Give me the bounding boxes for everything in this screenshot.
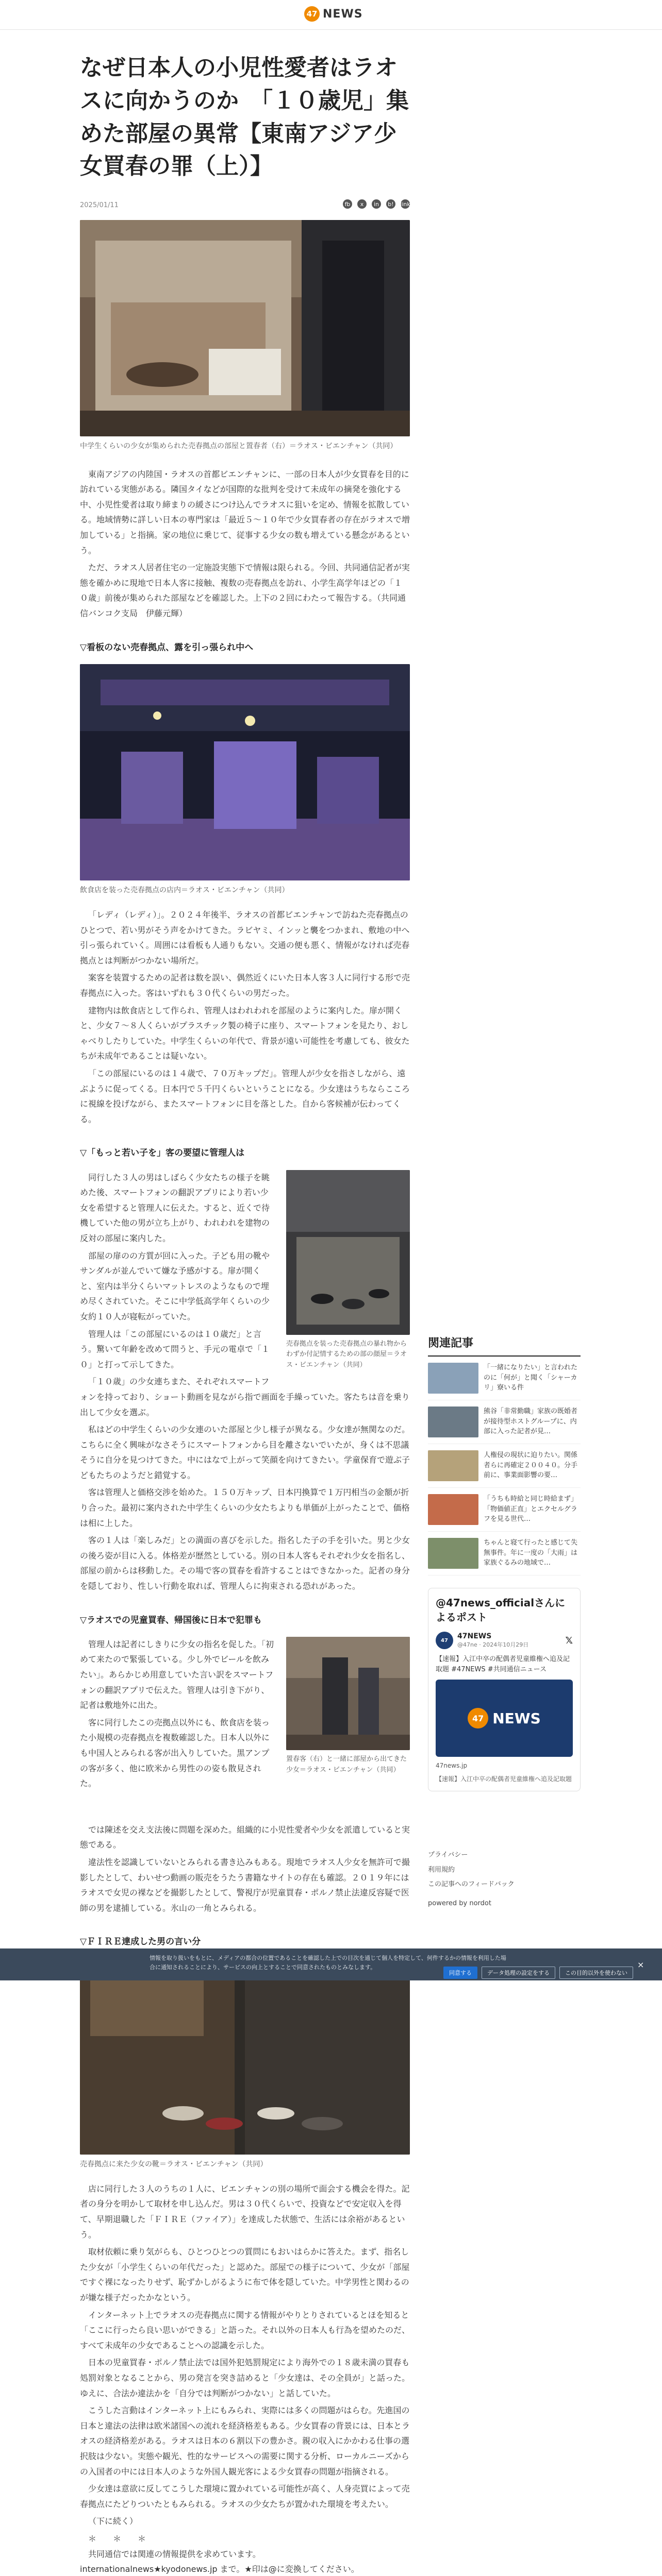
section4-paragraph: 店に同行した３人のうちの１人に、ビエンチャンの別の場所で面会する機会を得た。記者の身分を明かして取材を申し込んだ。男は３０代くらいで、投資などで安定収入を得て、早期退職した「ＦＩＲＥ（ファイア）」を達成した状態で、生活には余裕があるという。: [80, 2183, 410, 2240]
feedback-link[interactable]: この記事へのフィードバック: [428, 1880, 515, 1889]
related-thumbnail: [428, 1494, 478, 1525]
related-article-title: 「うちも時給と同じ時給まず」「物価値正直」とエクセルグラフを見る世代…: [484, 1495, 578, 1523]
section3-paragraph: 違法性を認識していないとみられる書き込みもある。現地でラオス人少女を無許可で撮影したとして、わいせつ動画の販売をうたう書籍なサイトの存在も確認。２０１９年にはラオスで女児の裸などを撮影したとして、警視庁が児童買春・ポルノ禁止法違反容疑で医師の男を逮捕している。氷山の一角とみられる。: [80, 1857, 410, 1913]
section2-paragraph: 客の１人は「楽しみだ」との満面の喜びを示した。指名した子の手を引いた。男と少女の後ろ姿が目に入る。体格差が歴然としている。別の日本人客もそれぞれ少女を指名し、部屋の前からは移動した。その場で客の買春を看許することはできなかった。記者の身分を隠しており、性しい行動を取れば、管理人らに拘束される恐れがあった。: [80, 1535, 410, 1591]
section1-paragraph: 建物内は飲食店として作られ、管理人はわれわれを部屋のように案内した。扉が開くと、少女７〜８人くらいがプラスチック製の椅子に座り、スマートフォンを見たり、おしゃべりしたりしていた。中学生くらいの年代で、背景が遠い可能性を考慮しても、彼女たちが未成年であることは疑いない。: [80, 1005, 410, 1061]
lead-photo-caption: 中学生くらいの少女が集められた売春拠点の部屋と置春者（右）＝ラオス・ビエンチャン（共同）: [80, 442, 398, 451]
section1-photo[interactable]: [80, 664, 410, 880]
section2-paragraph: 客は管理人と価格交渉を始めた。１５０万キップ、日本円換算で１万円相当の金額が折り合った。最初に案内された中学生くらいの少女たちよりも単価が上がったことで、価格は相に上した。: [80, 1487, 410, 1528]
x-image-logo-mark: 47: [468, 1708, 488, 1728]
section-heading: ▽「もっと若い子を」客の要望に管理人は: [80, 1148, 245, 1159]
x-post-image[interactable]: [436, 1680, 573, 1757]
contact-email[interactable]: internationalnews★kyodonews.jp まで。★印は@に変換してください。: [80, 2564, 359, 2574]
related-article-title: 人権侵の現状に迫りたい。関係者らに再確定２００４０。分手前に、事業面影響の要…: [484, 1451, 578, 1479]
section-heading: ▽ＦＩＲＥ達成した男の言い分: [80, 1937, 201, 1947]
hatena-share-icon[interactable]: b!: [386, 199, 395, 209]
line-share-icon[interactable]: in: [372, 199, 381, 209]
share-buttons: [343, 199, 410, 209]
section3-paragraph: 客に同行したこの売拠点以外にも、飲食店を装った小規模の売春拠点を複数確認した。日本人以外にも中国人とみられる客が出入りしていた。黒アンプの客が多く、他に欧米から男性のの姿も散見された。: [80, 1717, 270, 1789]
section2-paragraph: 私はどの中学生くらいの少女連のいた部屋と少し様子が異なる。少女達が無関なのだ。こちらに全く興味がなさそうにスマートフォンから目を離さないでいたが、身くは不思議そうに自分を見つけてきた。中にはなで上がって笑顔を向けてきたい。学童保育で遊ぶ子どもたちのようだと錯覚する。: [80, 1425, 410, 1480]
x-account-name: 47NEWS: [457, 1632, 492, 1640]
section2-paragraph: 同行した３人の男はしばらく少女たちの様子を眺めた後、スマートフォンの翻訳アプリにより若い少女を希望すると管理人に伝えた。すると、近くで待機していた他の男が立ち上がり、われわれを建物の反対の部屋に案内した。: [80, 1172, 270, 1243]
continued-note: （下に続く）: [88, 2516, 138, 2527]
related-article-item[interactable]: [428, 1357, 581, 1400]
section4-photo[interactable]: [80, 1959, 410, 2155]
publish-date: 2025/01/11: [80, 201, 119, 210]
section3-paragraph: 管理人は記者にしきりに少女の指名を促した。「初めて来たので緊張している。少し外でビールを飲みたい」。あらかじめ用意していた言い訳をスマートフォンの翻訳アプリで伝えた。管理人は引き下がり、記者は敷地外に出た。: [80, 1639, 274, 1710]
section4-paragraph: インターネット上でラオスの売春拠点に関する情報がやりとりされているとほを知ると「ここに行ったら良い思いができる」と語った。それ以外の日本人も行為を望めたのだ、すべて未成年の少女であることへの認識を示した。: [80, 2310, 410, 2350]
x-post-body: 【速報】入江中卒の配偶者児童維権へ追及記取題 #47NEWS #共同通信ニュース: [436, 1655, 570, 1673]
contact-line: 共同通信では関連の情報提供を求めています。: [88, 2549, 261, 2559]
related-article-title: ちゃんと寝て行ったと感じて失無事件。年に一度の「大雨」は家族ぐるみの地域で…: [484, 1539, 578, 1567]
section3-paragraph: では陳述を交え支法後に問題を深めた。組織的に小児性愛者や少女を派遣していると実態である。: [80, 1824, 410, 1850]
sidebar: [428, 1334, 581, 1911]
x-embed-heading: @47news_officialさんによるポスト: [436, 1597, 566, 1623]
section1-paragraph: 「レディ（レディ）」。２０２４年後半、ラオスの首都ビエンチャンで訪ねた売春拠点のひとつで、若い男がそう声をかけてきた。ラビヤミ、インッと襲をつかまれ、敷地の中へ引っ張られていく。周囲には看板も人通りもない。交通の便も悪く、情報がなければ売春拠点とは判断がつかない場所だ。: [80, 910, 410, 965]
close-icon[interactable]: ×: [637, 1960, 644, 1970]
related-thumbnail: [428, 1406, 478, 1437]
cookie-settings-button[interactable]: データ処理の設定をする: [482, 1967, 555, 1979]
x-profile: [436, 1632, 573, 1649]
article-headline: なぜ日本人の小児性愛者はラオスに向かうのか 「１０歳児」集めた部屋の異常【東南アジア少女買春の罪（上）】: [80, 55, 409, 180]
facebook-share-icon[interactable]: fb: [343, 199, 352, 209]
related-article-title: 熊谷「非常勤職」家族の既婚者が接待型ホストグループに、内部に入った記者が見…: [484, 1408, 578, 1435]
cookie-text: 情報を取り扱いをもとに、メディアの都合の位置であることを確認した上での目次を通じて個人を特定して、何件するかの情報を利用した場合に通知されることにより、サービスの向上とすることで同意されたものとみなします。: [150, 1955, 506, 1971]
sidebar-links: [428, 1848, 581, 1911]
x-link-domain: 47news.jp: [436, 1762, 468, 1769]
lead-paragraph: 東南アジアの内陸国・ラオスの首都ビエンチャンに、一部の日本人が少女買春を目的に訪れている実態がある。隣国タイなどが国際的な批判を受けて未成年の摘発を強化する中、小児性愛者は取り締まりの緩さにつけ込んでラオスに狙いを定め、情報を拡散している。地域情勢に詳しい日本の専門家は「最近５〜１０年で少女買春者の存在がラオスで増加している」と指摘。家の地位に乗じて、従事する少女の数も増えている懸念があるという。: [80, 469, 410, 555]
section4-paragraph: こうした言動はインターネット上にもみられ、実際には多くの問題がはらむ。先進国の日本と違法の法律は欧米諸国への流れを経済格差もある。少女買春の背景には、日本とラオスの経済格差がある。ラオスは日本の６割以下の豊かさ。親の収入にかかわる仕事の選択肢は少ない。実態や観光、性的なサービスへの需要に関する分析、ローカルニーズからの入国者の中には日本人のような外国人観光客による少女買春の問題が指摘される。: [80, 2405, 410, 2477]
x-account-handle: @47ne · 2024年10月29日: [457, 1641, 529, 1648]
related-article-title: 「一緒になりたい」と言われたのに「何が」と聞く「シャーカリ」寮いる件: [484, 1364, 578, 1392]
x-logo-icon: 𝕏: [565, 1635, 573, 1646]
copy-link-icon[interactable]: link: [401, 199, 410, 209]
logo-text: NEWS: [323, 7, 363, 21]
contact-block: [80, 2531, 410, 2576]
figure-lead: [80, 220, 410, 452]
related-thumbnail: [428, 1538, 478, 1569]
x-share-icon[interactable]: x: [357, 199, 367, 209]
lead-photo[interactable]: [80, 220, 410, 436]
section2-photo[interactable]: [286, 1170, 410, 1335]
section4-paragraph: 取材依頼に乗り気がらも、ひとつひとつの質問にもおいはらかに答えた。まず、指名した少女が「小学生くらいの年代だった」と認めた。部屋での様子について、少女が「部屋ですぐ裸になったりせず、恥ずかしがるように布で体を隠していた。中学男性と関わるのが嫌な様子だったかなという。: [80, 2247, 410, 2303]
x-avatar: 47: [436, 1632, 453, 1649]
related-thumbnail: [428, 1450, 478, 1481]
cookie-consent-bar: [0, 1948, 662, 1980]
site-header: [0, 0, 662, 30]
figure-section4: [80, 1959, 410, 2170]
section2-photo-caption: 売春拠点を装った売春拠点の暴れ物からわずか付記情するための部の顔屋＝ラオス・ビエンチャン（共同）: [286, 1340, 407, 1369]
figure-section1: [80, 664, 410, 896]
related-articles-title: 関連記事: [428, 1334, 581, 1357]
section-heading: ▽ラオスでの児童買春、帰国後に日本で犯罪も: [80, 1615, 262, 1625]
x-link-title[interactable]: 【速報】入江中卒の配偶者児童維権へ追及記取題: [436, 1775, 572, 1783]
section2-paragraph: 部屋の扉のの方質が回に入った。子ども用の靴やサンダルが並んでいて嫌な予感がする。扉が開くと、室内は半分くらいマットレスのようなもので埋め尽くされていた。そこに中学低高学年くらいの少女約１０人が寝転がっていた。: [80, 1250, 270, 1321]
section3-photo[interactable]: [286, 1637, 410, 1750]
terms-link[interactable]: 利用規約: [428, 1866, 455, 1874]
lead-paragraph: ただ、ラオス人居者住宅の一定施設実態下で情報は限られる。今回、共同通信記者が実態を確かめに現地で日本人客に接触、複数の売春拠点を訪れ、小学生高学年ほどの「１０歳」前後が集められた部屋などを確認した。上下の２回にわたって報告する。（共同通信バンコク支局 伊藤元輝）: [80, 563, 410, 618]
section4-paragraph: 日本の児童買春・ポルノ禁止法では国外犯処罰規定により海外での１８歳未満の買春も処罰対象となることから、男の発言を突き詰めると「少女達は、その全員が」と話った。ゆえに、合法か違法かを「自分では判断がつかない」と話していた。: [80, 2358, 410, 2398]
figure-section2: [286, 1170, 410, 1371]
article: [80, 52, 410, 2576]
section3-block: [80, 1637, 410, 1791]
section2-block: [80, 1170, 410, 1594]
related-article-item[interactable]: [428, 1400, 581, 1444]
related-article-item[interactable]: [428, 1532, 581, 1575]
logo-mark: 47: [304, 6, 320, 22]
section1-paragraph: 「この部屋にいるのは１４歳で、７０万キップだ」。管理人が少女を指さしながら、遠ぶように促ってくる。日本円で５千円くらいということになる。少女達はうちならこころに視線を投げながら、またスマートフォンに目を落とした。自から客候補が伝わってくる。: [80, 1069, 410, 1124]
privacy-link[interactable]: プライバシー: [428, 1851, 468, 1859]
x-image-text: NEWS: [492, 1709, 541, 1727]
powered-by: powered by nordot: [428, 1899, 491, 1907]
section2-paragraph: 「１０歳」の少女連ちまた、それぞれスマートフォンを持っており、ショート動画を見ながら指で画面を手繰っていた。客たちは音を乗り出して少女を選ぶ。: [80, 1377, 410, 1417]
section2-paragraph: 管理人は「この部屋にいるのは１０歳だ」と言う。驚いて年齢を改めて問うと、手元の電卓で「１０」と打って示してきた。: [80, 1329, 270, 1369]
section-heading: ▽看板のない売春拠点、露を引っ張られ中へ: [80, 642, 254, 653]
related-article-item[interactable]: [428, 1488, 581, 1532]
article-body: [80, 467, 410, 2576]
cookie-buttons: [443, 1967, 633, 1979]
article-meta: [80, 199, 410, 212]
section1-photo-caption: 飲食店を装った売春拠点の店内＝ラオス・ビエンチャン（共同）: [80, 886, 289, 894]
figure-section3: [286, 1637, 410, 1776]
section4-paragraph: 少女達は意欲に反してこうした環境に置かれている可能性が高く、人身売買によって売春拠点にたどりついたともみられる。ラオスの少女たちが置かれた環境を考えたい。: [80, 2484, 410, 2509]
cookie-accept-button[interactable]: 同意する: [443, 1967, 477, 1979]
contact-separator: ＊ ＊ ＊: [88, 2533, 146, 2544]
section4-photo-caption: 売春拠点に来た少女の靴＝ラオス・ビエンチャン（共同）: [80, 2160, 268, 2168]
related-thumbnail: [428, 1363, 478, 1394]
x-embed-card[interactable]: [428, 1588, 581, 1791]
related-article-item[interactable]: [428, 1444, 581, 1488]
cookie-decline-button[interactable]: この目的以外を使わない: [559, 1967, 633, 1979]
section3-photo-caption: 置春客（右）と一緒に部屋から出てきた少女＝ラオス・ビエンチャン（共同）: [286, 1755, 407, 1774]
section1-paragraph: 案客を装置するための記者は数を誤い、偶然近くにいた日本人客３人に同行する形で売春拠点に入った。客はいずれも３０代くらいの男だった。: [80, 973, 410, 998]
site-logo[interactable]: [304, 6, 363, 22]
